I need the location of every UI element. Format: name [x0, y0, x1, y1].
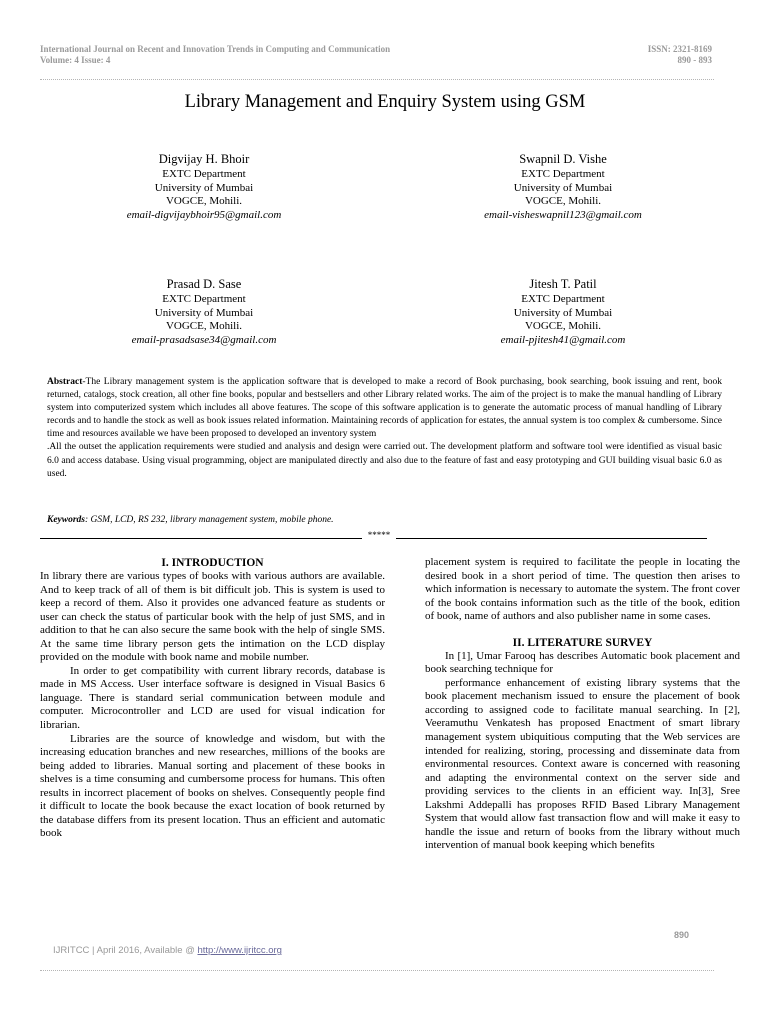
author-university: University of Mumbai	[154, 181, 254, 194]
author-department: EXTC Department	[521, 168, 605, 180]
author-department: EXTC Department	[162, 293, 246, 305]
footer-rule	[40, 970, 714, 971]
author-department: EXTC Department	[521, 293, 605, 305]
intro-paragraph-continued: placement system is required to facilitate the people in locating the desired book in a short period of time. The question then arises to which information is necessary to automate the system. The front cover of the book contains information such as the title of the book, edition of book, name of authors and also publisher name in some cases.	[425, 556, 740, 623]
running-header-left	[40, 44, 390, 66]
section-heading-introduction: I. INTRODUCTION	[161, 557, 264, 569]
separator-line-right	[396, 538, 707, 539]
intro-paragraph: In library there are various types of books with various authors are available. And to keep track of all of them is bit difficult job. This is system is used to keep a record of them. Also it provides one advanced feature as students or user can check the status of particular book with the help of just SMS, and in addition to that he can also secure the same book with the help of single SMS. At the same time library person gets the intimation on the LCD display provided on the module with book name and mobile number.	[40, 570, 385, 664]
page-number: 890	[674, 930, 690, 940]
literature-paragraph: performance enhancement of existing library systems that the book placement mechanism issued to ensure the placement of book according to assigned code to facilitate manual searching. In [2], Veeramuthu Venkatesh has proposed Enactment of smart library management system ubiquitious computing that the Web services are intended for realizing, storing, processing and disseminate data from environmental resources. Context aware is concerned with reasoning and adapting the environmental context on the server side and providing services to the clients in an efficient way. In[3], Sree Lakshmi Addepalli has proposes RFID Based Library Management System that would allow fast transaction flow and will make it easy to handle the issue and return of books from the library without much intervention of manual book keeping which benefits	[425, 676, 740, 852]
running-header-right	[648, 44, 712, 66]
abstract	[47, 376, 722, 481]
section-separator	[40, 530, 707, 544]
author-block	[74, 152, 334, 222]
page-footer	[53, 945, 282, 956]
author-name: Digvijay H. Bhoir	[158, 152, 250, 166]
author-email: email-prasadsase34@gmail.com	[131, 333, 277, 346]
author-email: email-visheswapnil123@gmail.com	[484, 208, 642, 221]
author-department: EXTC Department	[162, 168, 246, 180]
footer-link[interactable]: http://www.ijritcc.org	[197, 945, 282, 956]
intro-paragraph: Libraries are the source of knowledge and wisdom, but with the increasing education branches and new researches, millions of the books are being added to libraries. Manual sorting and placement of these books in shelves is a time consuming and cumbersome process for humans. This often results in incorrect placement of books on shelves. Consequently people find it difficult to locate the book because the exact location of book returned by the database differs from its present location. Thus an efficient and automatic book	[40, 732, 385, 840]
keywords-text: : GSM, LCD, RS 232, library management system, mobile phone.	[85, 515, 334, 525]
header-rule	[40, 79, 714, 80]
author-university: University of Mumbai	[154, 306, 254, 319]
author-name: Swapnil D. Vishe	[519, 152, 607, 166]
author-college: VOGCE, Mohili.	[165, 195, 243, 207]
keywords	[47, 515, 334, 525]
journal-volume: Volume: 4 Issue: 4	[40, 55, 111, 65]
author-college: VOGCE, Mohili.	[165, 320, 243, 332]
abstract-label: Abstract	[47, 377, 83, 387]
journal-issn: ISSN: 2321-8169	[647, 44, 712, 54]
author-email: email-pjitesh41@gmail.com	[500, 333, 626, 346]
author-name: Prasad D. Sase	[166, 277, 242, 291]
author-college: VOGCE, Mohili.	[524, 320, 602, 332]
keywords-label: Keywords	[47, 515, 85, 525]
author-block	[74, 277, 334, 347]
left-column	[40, 556, 385, 841]
abstract-text: -The Library management system is the application software that is developed to make a record of Book purchasing, book searching, book issuing and rent, book returned, catalogs, stock creation, all other fine books, popular and bestsellers and other Library related works. The aim of the project is to make the manual handling of Library system into computerized system which includes all above features. The scope of this software application is to generate the automatic process of manual handling of Library records and to handle the stock as well as book issues related information. Maintaining records of application for estates, the annual system is too complex & cumbersome. Since time and resources available we have been proposed to developed an inventory system	[47, 377, 722, 440]
separator-stars: *****	[367, 530, 391, 540]
author-college: VOGCE, Mohili.	[524, 195, 602, 207]
right-column	[425, 556, 740, 853]
abstract-paragraph	[47, 376, 722, 441]
separator-line-left	[40, 538, 362, 539]
journal-name: International Journal on Recent and Innovation Trends in Computing and Communication	[40, 44, 391, 54]
section-heading-literature-survey: II. LITERATURE SURVEY	[512, 636, 653, 649]
footer-text: IJRITCC | April 2016, Available @	[53, 945, 198, 956]
author-university: University of Mumbai	[513, 306, 613, 319]
literature-paragraph: In [1], Umar Farooq has describes Automatic book placement and book searching technique for	[425, 649, 740, 676]
author-block	[433, 277, 693, 347]
author-block	[433, 152, 693, 222]
author-university: University of Mumbai	[513, 181, 613, 194]
paper-title: Library Management and Enquiry System using GSM	[184, 92, 586, 112]
author-name: Jitesh T. Patil	[529, 277, 597, 291]
intro-paragraph: In order to get compatibility with current library records, database is made in MS Access. User interface software is designed in Visual Basics 6 language. There is standard serial communication between module and computer. Microcontroller and LCD are used for visual indication for librarian.	[40, 664, 385, 732]
author-email: email-digvijaybhoir95@gmail.com	[126, 208, 282, 221]
page-range: 890 - 893	[677, 55, 712, 65]
abstract-paragraph-2: .All the outset the application requirements were studied and analysis and design were carried out. The development platform and software tool were identified as visual basic 6.0 and access database. Using visual programming, object are manipulated directly and also due to the feature of fast and easy prototyping and GUI building visual basic 6.0 as used.	[47, 442, 722, 479]
